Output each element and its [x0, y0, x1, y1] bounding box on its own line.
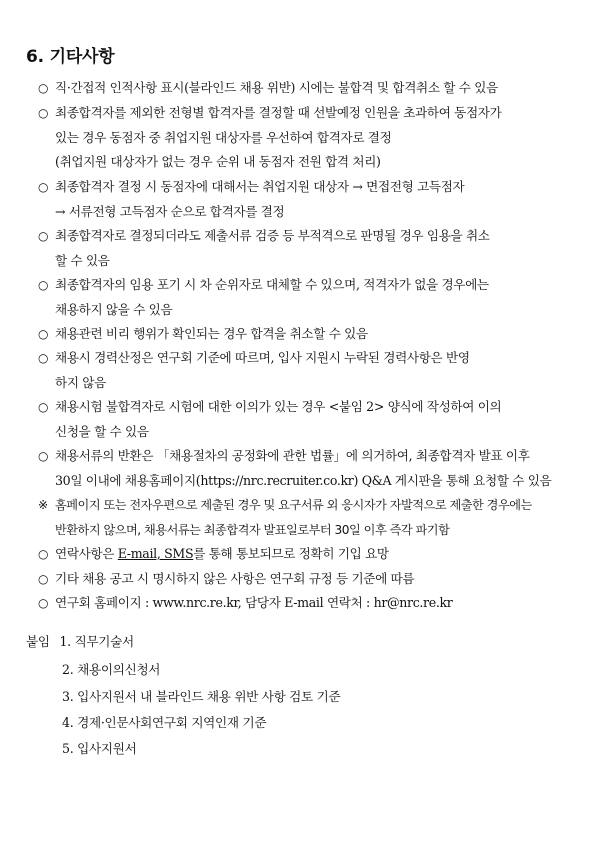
item-line: 채용관련 비리 행위가 확인되는 경우 합격을 취소할 수 있음: [55, 326, 368, 341]
section-title: 6. 기타사항: [26, 47, 115, 67]
contact-prefix: 연락사항은: [55, 546, 118, 561]
circle-bullet-icon: ○: [38, 547, 49, 561]
item-line: 30일 이내에 채용홈페이지(https://nrc.recruiter.co.kr) Q&A 게시판을 통해 요청할 수 있음: [55, 472, 552, 488]
item-line: 신청을 할 수 있음: [55, 423, 149, 439]
list-item: [38, 224, 586, 273]
attachment-item: 3. 입사지원서 내 블라인드 채용 위반 사항 검토 기준: [62, 689, 341, 704]
item-line: 있는 경우 동점자 중 취업지원 대상자를 우선하여 합격자로 결정: [55, 129, 392, 145]
item-line: 하지 않음: [55, 374, 106, 390]
list-item: [38, 101, 586, 175]
attachment-block: [26, 631, 134, 650]
note-line: 반환하지 않으며, 채용서류는 최종합격자 발표일로부터 30일 이후 즉각 파기함: [55, 522, 450, 537]
list-item: [38, 175, 586, 224]
list-item: [38, 395, 586, 444]
item-line: (취업지원 대상자가 없는 경우 순위 내 동점자 전원 합격 처리): [55, 154, 381, 170]
circle-bullet-icon: ○: [38, 106, 49, 120]
item-line: 기타 채용 공고 시 명시하지 않은 사항은 연구회 규정 등 기준에 따름: [55, 571, 415, 586]
attachment-item: 1. 직무기술서: [59, 634, 134, 649]
circle-bullet-icon: ○: [38, 180, 49, 194]
list-item: [38, 346, 586, 395]
reference-mark-icon: ※: [38, 498, 48, 512]
list-item: [38, 322, 586, 347]
attachment-label: 붙임: [26, 634, 50, 649]
item-line: 최종합격자를 제외한 전형별 합격자를 결정할 때 선발예정 인원을 초과하여 동점자가: [55, 105, 502, 120]
note-item: [38, 493, 586, 542]
item-line: 최종합격자의 임용 포기 시 차 순위자로 대체할 수 있으며, 적격자가 없을 경우에는: [55, 277, 489, 292]
list-item: [38, 542, 586, 567]
attachment-item: 4. 경제·인문사회연구회 지역인재 기준: [62, 715, 267, 730]
circle-bullet-icon: ○: [38, 278, 49, 292]
item-line: → 서류전형 고득점자 순으로 합격자를 결정: [55, 203, 285, 219]
circle-bullet-icon: ○: [38, 596, 49, 610]
item-line: 할 수 있음: [55, 252, 110, 268]
item-line: 채용하지 않을 수 있음: [55, 301, 173, 317]
contact-method: E-mail, SMS: [117, 546, 194, 561]
list-item: [38, 76, 586, 101]
list-item: [38, 591, 586, 616]
circle-bullet-icon: ○: [38, 351, 49, 365]
item-line: 직·간접적 인적사항 표시(블라인드 채용 위반) 시에는 불합격 및 합격취소 할 수 있음: [55, 80, 498, 95]
item-line: 최종합격자 결정 시 동점자에 대해서는 취업지원 대상자 → 면접전형 고득점자: [55, 179, 465, 194]
attachment-item: 2. 채용이의신청서: [62, 662, 161, 677]
list-item: [38, 273, 586, 322]
note-line: 홈페이지 또는 전자우편으로 제출된 경우 및 요구서류 외 응시자가 자발적으로 제출한 경우에는: [55, 498, 532, 512]
circle-bullet-icon: ○: [38, 400, 49, 414]
item-line: 최종합격자로 결정되더라도 제출서류 검증 등 부적격으로 판명될 경우 임용을 취소: [55, 228, 490, 243]
circle-bullet-icon: ○: [38, 327, 49, 341]
homepage-contact-line: 연구회 홈페이지 : www.nrc.re.kr, 담당자 E-mail 연락처 : hr@nrc.re.kr: [55, 595, 453, 610]
item-line: 채용시험 불합격자로 시험에 대한 이의가 있는 경우 <붙임 2> 양식에 작성하여 이의: [55, 399, 502, 414]
circle-bullet-icon: ○: [38, 229, 49, 243]
item-line: 채용시 경력산정은 연구회 기준에 따르며, 입사 지원시 누락된 경력사항은 반영: [55, 350, 470, 365]
item-line: 채용서류의 반환은 「채용절차의 공정화에 관한 법률」에 의거하여, 최종합격자 발표 이후: [55, 448, 530, 463]
contact-suffix: 를 통해 통보되므로 정확히 기입 요망: [193, 546, 389, 561]
list-item: [38, 444, 586, 493]
list-item: [38, 567, 586, 592]
attachment-item: 5. 입사지원서: [62, 741, 137, 756]
circle-bullet-icon: ○: [38, 449, 49, 463]
circle-bullet-icon: ○: [38, 572, 49, 586]
circle-bullet-icon: ○: [38, 81, 49, 95]
